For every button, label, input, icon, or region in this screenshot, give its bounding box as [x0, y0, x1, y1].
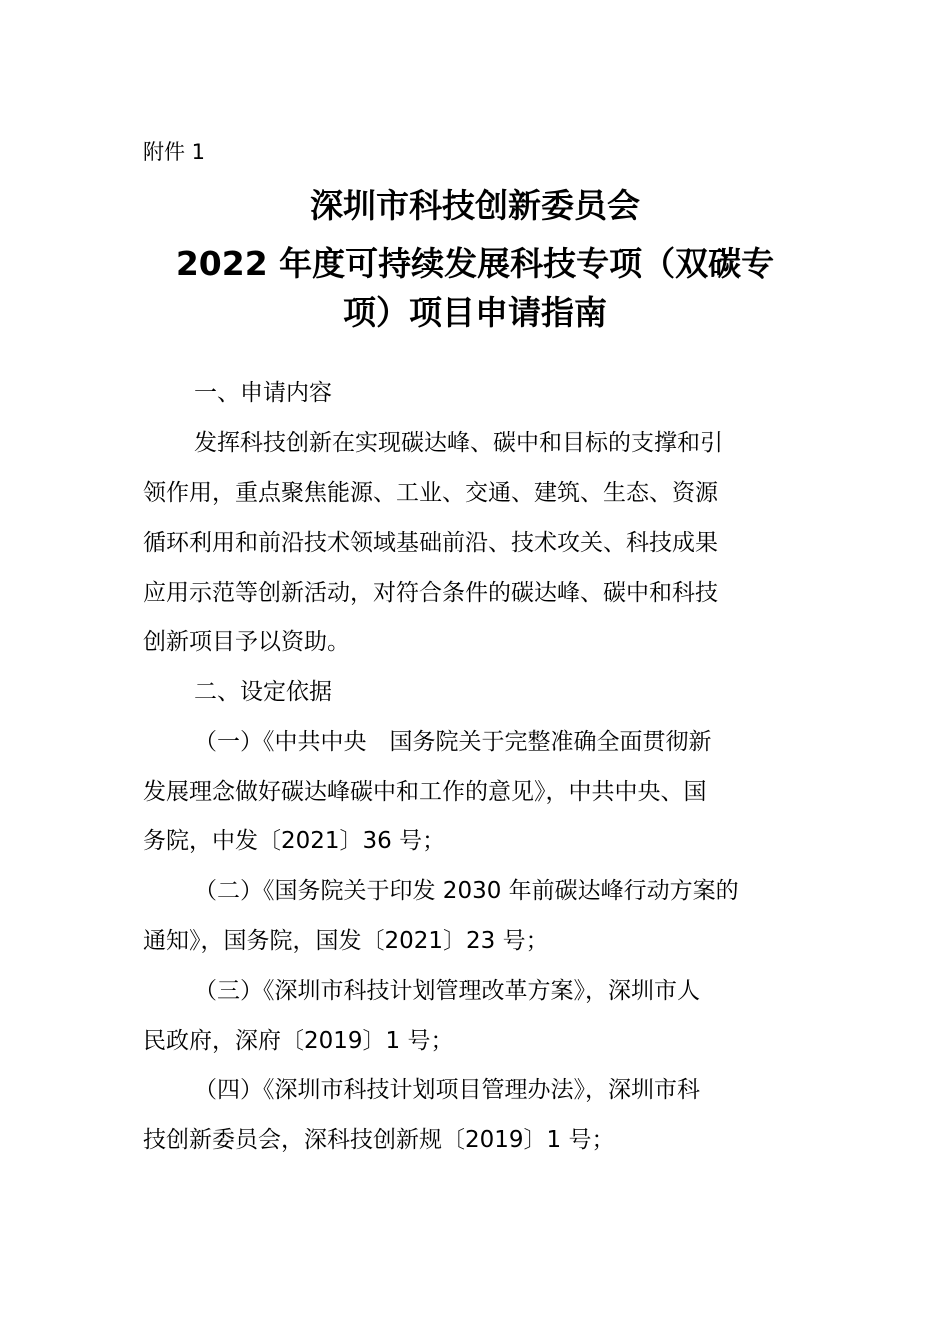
- title-line-2: 2022 年度可持续发展科技专项（双碳专: [175, 244, 775, 283]
- basis-item-line: 技创新委员会，深科技创新规〔2019〕1 号；: [143, 1127, 615, 1153]
- basis-item-line: 务院，中发〔2021〕36 号；: [143, 828, 446, 854]
- basis-item-line: 发展理念做好碳达峰碳中和工作的意见》，中共中央、国: [143, 779, 707, 805]
- basis-item-line: （四）《深圳市科技计划项目管理办法》，深圳市科: [194, 1077, 700, 1103]
- paragraph-line: 发挥科技创新在实现碳达峰、碳中和目标的支撑和引: [194, 430, 723, 456]
- basis-item-line: 通知》，国务院，国发〔2021〕23 号；: [143, 928, 549, 954]
- section-heading-application-content: 一、申请内容: [194, 380, 332, 406]
- paragraph-line: 应用示范等创新活动，对符合条件的碳达峰、碳中和科技: [143, 580, 718, 606]
- paragraph-line: 领作用，重点聚焦能源、工业、交通、建筑、生态、资源: [143, 480, 718, 506]
- basis-item-line: （一）《中共中央 国务院关于完整准确全面贯彻新: [194, 729, 712, 755]
- section-heading-basis: 二、设定依据: [194, 679, 332, 705]
- basis-item-line: 民政府，深府〔2019〕1 号；: [143, 1028, 454, 1054]
- paragraph-line: 循环利用和前沿技术领域基础前沿、技术攻关、科技成果: [143, 530, 718, 556]
- basis-item-line: （二）《国务院关于印发 2030 年前碳达峰行动方案的: [194, 878, 739, 904]
- title-line-1: 深圳市科技创新委员会: [310, 186, 640, 225]
- attachment-label: 附件 1: [143, 140, 206, 164]
- paragraph-line: 创新项目予以资助。: [143, 629, 350, 655]
- title-line-3: 项）项目申请指南: [343, 293, 607, 332]
- basis-item-line: （三）《深圳市科技计划管理改革方案》，深圳市人: [194, 978, 700, 1004]
